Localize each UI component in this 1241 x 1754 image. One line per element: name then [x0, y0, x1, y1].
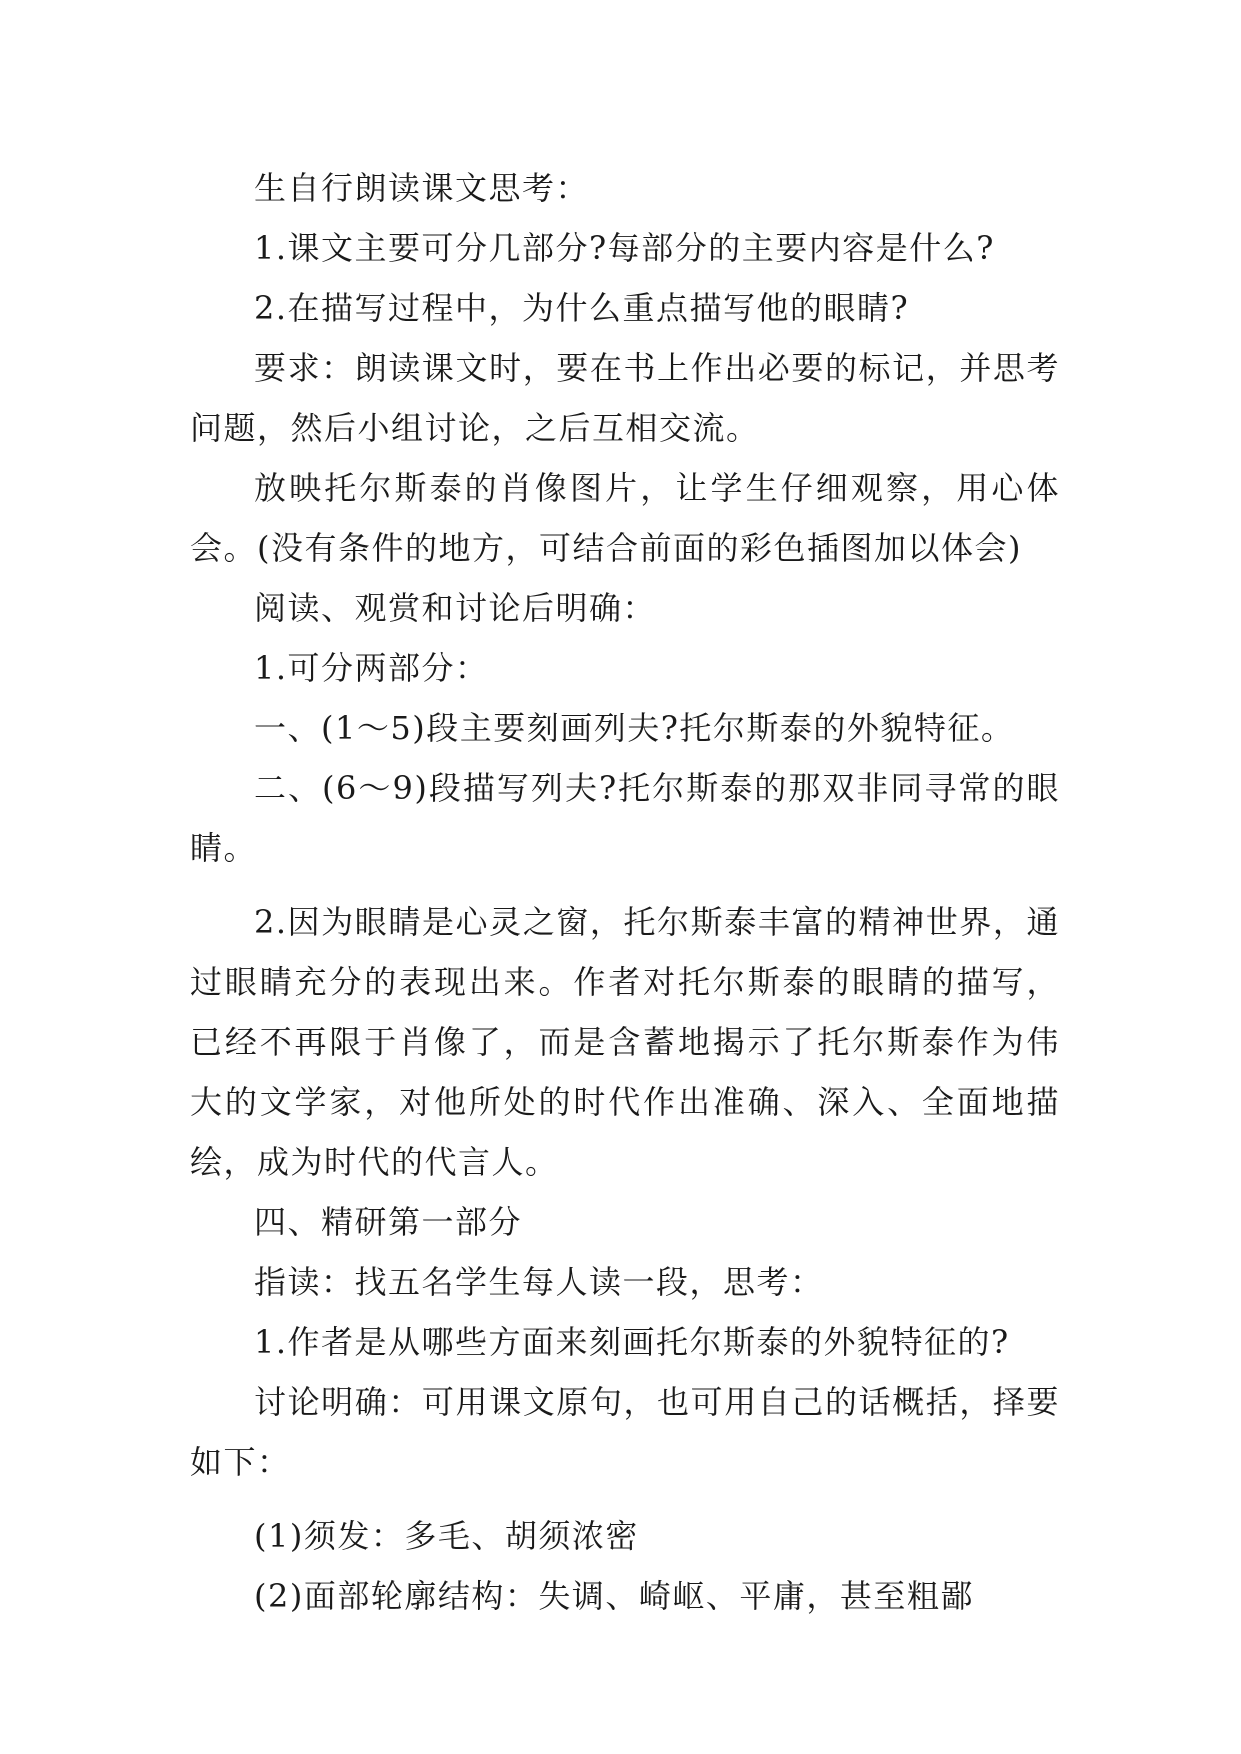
paragraph: 1.作者是从哪些方面来刻画托尔斯泰的外貌特征的?: [254, 1323, 1010, 1361]
paragraph: 二、(6～9)段描写列夫?托尔斯泰的那双非同寻常的眼睛。: [190, 769, 1060, 867]
paragraph: 1.课文主要可分几部分?每部分的主要内容是什么?: [254, 229, 995, 267]
paragraph: 放映托尔斯泰的肖像图片，让学生仔细观察，用心体会。(没有条件的地方，可结合前面的彩色插图加以体会): [190, 469, 1060, 567]
document-body: [190, 158, 1060, 1626]
list-item: (2)面部轮廓结构：失调、崎岖、平庸，甚至粗鄙: [254, 1577, 974, 1615]
section-heading: 四、精研第一部分: [254, 1203, 523, 1241]
paragraph: 2.因为眼睛是心灵之窗，托尔斯泰丰富的精神世界，通过眼睛充分的表现出来。作者对托尔斯泰的眼睛的描写，已经不再限于肖像了，而是含蓄地揭示了托尔斯泰作为伟大的文学家，对他所处的时代作出准确、深入、全面地描绘，成为时代的代言人。: [190, 903, 1060, 1181]
paragraph: 讨论明确：可用课文原句，也可用自己的话概括，择要如下：: [190, 1383, 1060, 1481]
paragraph: 指读：找五名学生每人读一段，思考：: [254, 1263, 824, 1301]
paragraph: 2.在描写过程中，为什么重点描写他的眼睛?: [254, 289, 910, 327]
paragraph: 阅读、观赏和讨论后明确：: [254, 589, 657, 627]
paragraph: 一、(1～5)段主要刻画列夫?托尔斯泰的外貌特征。: [254, 709, 1015, 747]
list-item: (1)须发：多毛、胡须浓密: [254, 1517, 639, 1555]
paragraph: 1.可分两部分：: [254, 649, 489, 687]
paragraph: 要求：朗读课文时，要在书上作出必要的标记，并思考问题，然后小组讨论，之后互相交流。: [190, 349, 1060, 447]
paragraph: 生自行朗读课文思考：: [254, 169, 590, 207]
